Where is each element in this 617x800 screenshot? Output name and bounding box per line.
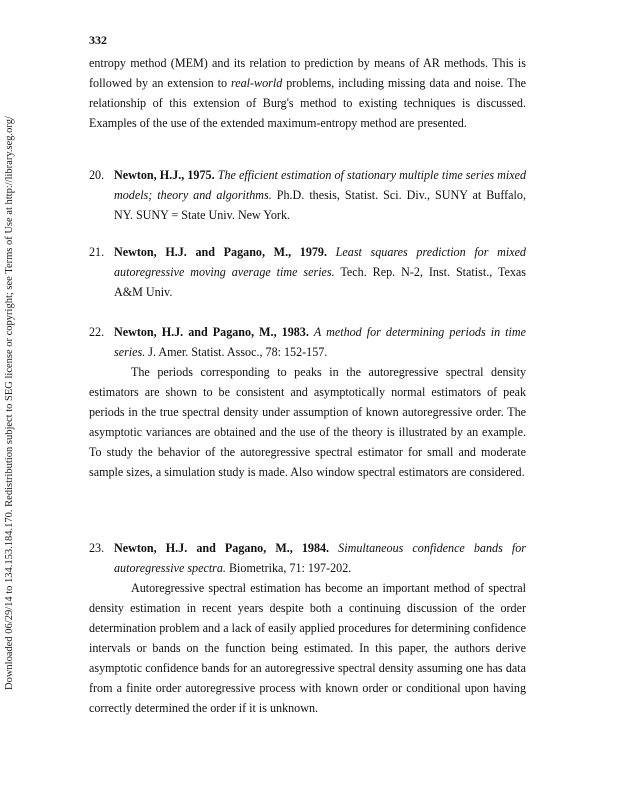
reference-heading <box>89 322 526 362</box>
continued-abstract-text-2: problems, including missing data and noise. The relationship of this extension of Burg's method to existing techniques is discussed. Examples of the use of the extended maximum-entropy method are presented. <box>89 76 526 130</box>
page-number: 332 <box>89 33 107 47</box>
reference-number: 22. <box>89 325 105 339</box>
reference-authors: Newton, H.J. and Pagano, M., 1983. <box>114 325 309 339</box>
reference-abstract: Autoregressive spectral estimation has become an important method of spectral density estimation in recent years despite both a continuing discussion of the order determination problem and a lack of easily applied procedures for determining confidence intervals or bands on the function being estimated. In this paper, the authors derive asymptotic confidence bands for an autoregressive spectral density assuming one has data from a finite order autoregressive process with known order or conditional upon having correctly determined the order if it is unknown. <box>89 581 526 715</box>
reference-title: A method for determining periods in time series. <box>114 325 526 359</box>
reference-number: 23. <box>89 541 105 555</box>
reference-authors: Newton, H.J. and Pagano, M., 1984. <box>114 541 330 555</box>
reference-citation <box>114 165 526 225</box>
reference-heading <box>89 242 526 302</box>
continued-abstract-italic: real-world <box>230 76 283 90</box>
reference-title: Least squares prediction for mixed autoregressive moving average time series. <box>114 245 526 279</box>
reference-number: 21. <box>89 245 105 259</box>
reference-authors: Newton, H.J., 1975. <box>114 168 215 182</box>
reference-title: The efficient estimation of stationary multiple time series mixed models; theory and algorithms. <box>114 168 527 202</box>
reference-heading <box>89 165 526 225</box>
reference-entry-22 <box>89 322 526 482</box>
reference-heading <box>89 538 526 578</box>
reference-source: Ph.D. thesis, Statist. Sci. Div., SUNY at Buffalo, NY. SUNY = State Univ. New York. <box>114 188 526 222</box>
reference-source: Tech. Rep. N-2, Inst. Statist., Texas A&M Univ. <box>114 265 526 299</box>
reference-entry-20 <box>89 165 526 225</box>
reference-title: Simultaneous confidence bands for autoregressive spectra. <box>114 541 526 575</box>
reference-authors: Newton, H.J. and Pagano, M., 1979. <box>114 245 327 259</box>
reference-source: Biometrika, 71: 197-202. <box>225 561 352 575</box>
reference-entry-21 <box>89 242 526 302</box>
reference-abstract: The periods corresponding to peaks in the autoregressive spectral density estimators are shown to be consistent and asymptotically normal estimators of peak periods in the true spectral density under assumption of known autoregressive order. The asymptotic variances are obtained and the use of the theory is illustrated by an example. To study the behavior of the autoregressive spectral estimator for small and moderate sample sizes, a simulation study is made. Also window spectral estimators are considered. <box>89 365 526 479</box>
reference-entry-23 <box>89 538 526 718</box>
reference-citation <box>114 538 526 578</box>
continued-abstract <box>89 53 526 133</box>
reference-citation <box>114 322 526 362</box>
download-watermark: Downloaded 06/29/14 to 134.153.184.170. Redistribution subject to SEG license or copyright; see Terms of Use at http://library.seg.org/ <box>4 116 15 690</box>
reference-citation <box>114 242 526 302</box>
reference-number: 20. <box>89 168 105 182</box>
continued-abstract-text-1: entropy method (MEM) and its relation to prediction by means of AR methods. This is followed by an extension to <box>89 56 526 90</box>
reference-source: J. Amer. Statist. Assoc., 78: 152-157. <box>145 345 328 359</box>
